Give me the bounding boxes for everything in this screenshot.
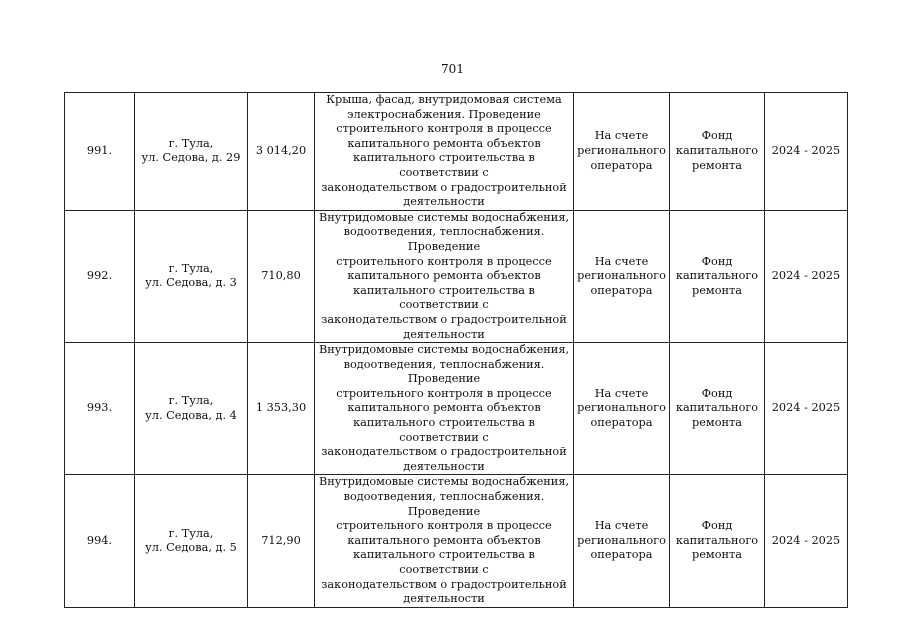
works-line: Внутридомовые системы водоснабжения,	[318, 343, 570, 357]
address-street: ул. Седова, д. 5	[145, 541, 237, 555]
works-line: строительного контроля в процессе	[336, 519, 552, 533]
works-line: капитального ремонта объектов	[347, 269, 541, 283]
account-cell	[574, 343, 670, 475]
works-cell	[315, 343, 574, 475]
works-line: законодательством о градостроительной	[321, 577, 567, 591]
cost-cell: 1 353,30	[248, 343, 315, 475]
address-cell	[135, 475, 248, 607]
row-number: 991.	[65, 93, 135, 211]
account-line: оператора	[590, 416, 653, 430]
works-line: деятельности	[403, 459, 485, 473]
address-cell	[135, 210, 248, 342]
fund-line: Фонд	[701, 129, 733, 143]
period-cell: 2024 - 2025	[765, 343, 848, 475]
fund-line: ремонта	[691, 158, 743, 172]
account-line: регионального	[577, 401, 666, 415]
fund-line: Фонд	[701, 386, 733, 400]
works-line: капитального строительства в соответствии с	[353, 283, 535, 312]
account-line: оператора	[590, 283, 653, 297]
works-line: капитального строительства в соответствии с	[353, 416, 535, 444]
table-row	[65, 93, 848, 211]
works-cell	[315, 475, 574, 607]
account-line: На счете	[594, 386, 649, 400]
fund-line: Фонд	[701, 519, 733, 533]
period-cell: 2024 - 2025	[765, 93, 848, 211]
works-line: капитального ремонта объектов	[347, 136, 541, 150]
works-cell	[315, 93, 574, 211]
works-line: деятельности	[403, 592, 485, 606]
address-city: г. Тула,	[168, 526, 214, 540]
address-street: ул. Седова, д. 3	[145, 276, 237, 290]
works-line: строительного контроля в процессе	[336, 254, 552, 268]
cost-cell: 710,80	[248, 210, 315, 342]
account-line: регионального	[577, 533, 666, 547]
cost-cell: 712,90	[248, 475, 315, 607]
works-line: законодательством о градостроительной	[321, 312, 567, 326]
account-line: регионального	[577, 269, 666, 283]
table-row	[65, 343, 848, 475]
works-line: Крыша, фасад, внутридомовая система	[326, 93, 562, 106]
table-row	[65, 475, 848, 607]
works-line: капитального ремонта объектов	[347, 401, 541, 415]
works-line: законодательством о градостроительной	[321, 445, 567, 459]
fund-line: ремонта	[691, 283, 743, 297]
works-line: капитального строительства в соответствии с	[353, 548, 535, 576]
works-line: Внутридомовые системы водоснабжения,	[318, 475, 570, 489]
fund-line: капитального	[675, 144, 759, 158]
fund-cell	[670, 343, 765, 475]
address-city: г. Тула,	[168, 394, 214, 408]
fund-cell	[670, 93, 765, 211]
account-cell	[574, 210, 670, 342]
fund-cell	[670, 210, 765, 342]
address-city: г. Тула,	[168, 136, 214, 150]
address-cell	[135, 343, 248, 475]
account-line: регионального	[577, 144, 666, 158]
cost-cell: 3 014,20	[248, 93, 315, 211]
fund-line: капитального	[675, 401, 759, 415]
works-line: водоотведения, теплоснабжения. Проведение	[343, 225, 545, 253]
fund-line: ремонта	[691, 548, 743, 562]
fund-line: Фонд	[701, 254, 733, 268]
account-line: оператора	[590, 158, 653, 172]
account-cell	[574, 475, 670, 607]
page-number: 701	[441, 62, 464, 76]
works-line: водоотведения, теплоснабжения. Проведение	[343, 490, 545, 518]
works-line: законодательством о градостроительной	[321, 180, 567, 194]
fund-cell	[670, 475, 765, 607]
works-line: капитального строительства в соответствии с	[353, 151, 535, 179]
works-line: водоотведения, теплоснабжения. Проведение	[343, 357, 545, 386]
period-cell: 2024 - 2025	[765, 475, 848, 607]
address-cell	[135, 93, 248, 211]
row-number: 994.	[65, 475, 135, 607]
fund-line: ремонта	[691, 416, 743, 430]
period-cell: 2024 - 2025	[765, 210, 848, 342]
repair-schedule-table	[64, 92, 848, 608]
account-line: На счете	[594, 519, 649, 533]
account-line: оператора	[590, 548, 653, 562]
works-line: деятельности	[403, 195, 485, 209]
works-line: электроснабжения. Проведение	[347, 107, 541, 121]
fund-line: капитального	[675, 269, 759, 283]
address-city: г. Тула,	[168, 261, 214, 275]
works-cell	[315, 210, 574, 342]
address-street: ул. Седова, д. 29	[141, 151, 241, 165]
works-line: строительного контроля в процессе	[336, 122, 552, 136]
account-line: На счете	[594, 129, 649, 143]
account-cell	[574, 93, 670, 211]
works-line: капитального ремонта объектов	[347, 533, 541, 547]
account-line: На счете	[594, 254, 649, 268]
address-street: ул. Седова, д. 4	[145, 408, 237, 422]
works-line: деятельности	[403, 327, 485, 341]
fund-line: капитального	[675, 533, 759, 547]
works-line: Внутридомовые системы водоснабжения,	[318, 210, 570, 224]
table-row	[65, 210, 848, 342]
works-line: строительного контроля в процессе	[336, 386, 552, 400]
row-number: 993.	[65, 343, 135, 475]
row-number: 992.	[65, 210, 135, 342]
